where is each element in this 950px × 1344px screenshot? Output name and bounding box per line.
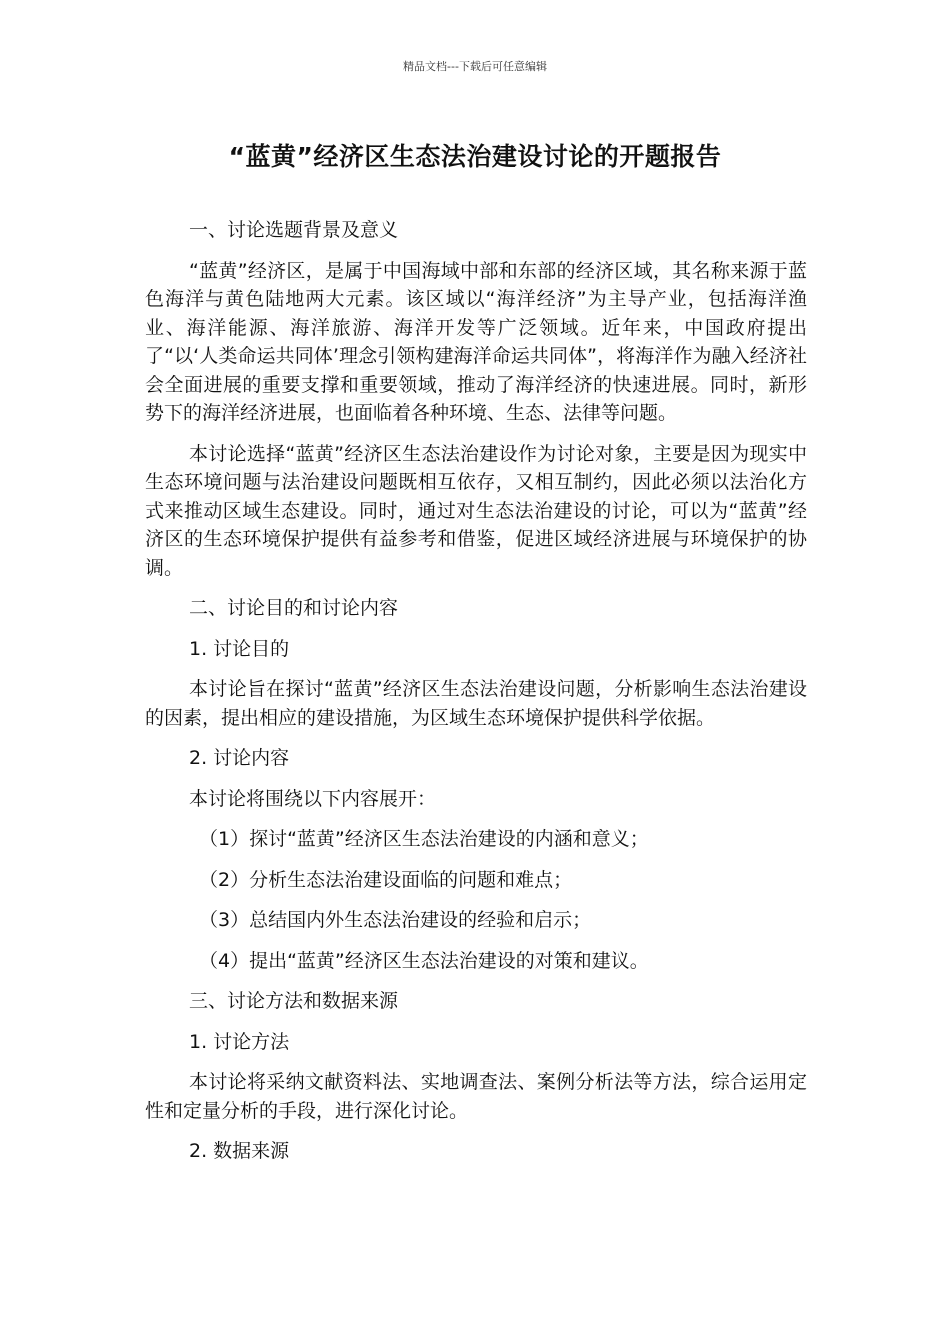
document-title: “蓝黄”经济区生态法治建设讨论的开题报告 — [228, 142, 722, 171]
paragraph: “蓝黄”经济区，是属于中国海域中部和东部的经济区域，其名称来源于蓝色海洋与黄色陆地两大元素。该区域以“海洋经济”为主导产业，包括海洋渔业、海洋能源、海洋旅游、海洋开发等广泛领域。近年来，中国政府提出了“以‘人类命运共同体’理念引领构建海洋命运共同体”，将海洋作为融入经济社会全面进展的重要支撑和重要领域，推动了海洋经济的快速进展。同时，新形势下的海洋经济进展，也面临着各种环境、生态、法律等问题。 — [145, 259, 807, 424]
list-item: （1）探讨“蓝黄”经济区生态法治建设的内涵和意义； — [199, 828, 649, 850]
subsection-heading: 2. 讨论内容 — [189, 747, 290, 769]
paragraph: 本讨论将围绕以下内容展开： — [189, 787, 437, 810]
subsection-heading: 1. 讨论目的 — [189, 637, 290, 660]
section-heading: 一、讨论选题背景及意义 — [189, 219, 399, 241]
subsection-heading: 1. 讨论方法 — [189, 1030, 290, 1053]
paragraph: 本讨论选择“蓝黄”经济区生态法治建设作为讨论对象，主要是因为现实中生态环境问题与法治建设问题既相互依存，又相互制约，因此必须以法治化方式来推动区域生态建设。同时，通过对生态法治建设的讨论，可以为“蓝黄”经济区的生态环境保护提供有益参考和借鉴，促进区域经济进展与环境保护的协调。 — [145, 442, 807, 579]
document-body — [145, 216, 807, 1178]
section-heading: 二、讨论目的和讨论内容 — [189, 597, 399, 619]
paragraph: 本讨论旨在探讨“蓝黄”经济区生态法治建设问题，分析影响生态法治建设的因素，提出相应的建设措施，为区域生态环境保护提供科学依据。 — [145, 678, 807, 729]
section-heading: 三、讨论方法和数据来源 — [189, 990, 399, 1012]
list-item: （3）总结国内外生态法治建设的经验和启示； — [199, 909, 592, 931]
list-item: （4）提出“蓝黄”经济区生态法治建设的对策和建议。 — [199, 949, 649, 972]
header-note: 精品文档---下载后可任意编辑 — [403, 60, 547, 73]
paragraph: 本讨论将采纳文献资料法、实地调查法、案例分析法等方法，综合运用定性和定量分析的手段，进行深化讨论。 — [145, 1071, 807, 1122]
subsection-heading: 2. 数据来源 — [189, 1140, 290, 1162]
list-item: （2）分析生态法治建设面临的问题和难点； — [199, 868, 573, 891]
